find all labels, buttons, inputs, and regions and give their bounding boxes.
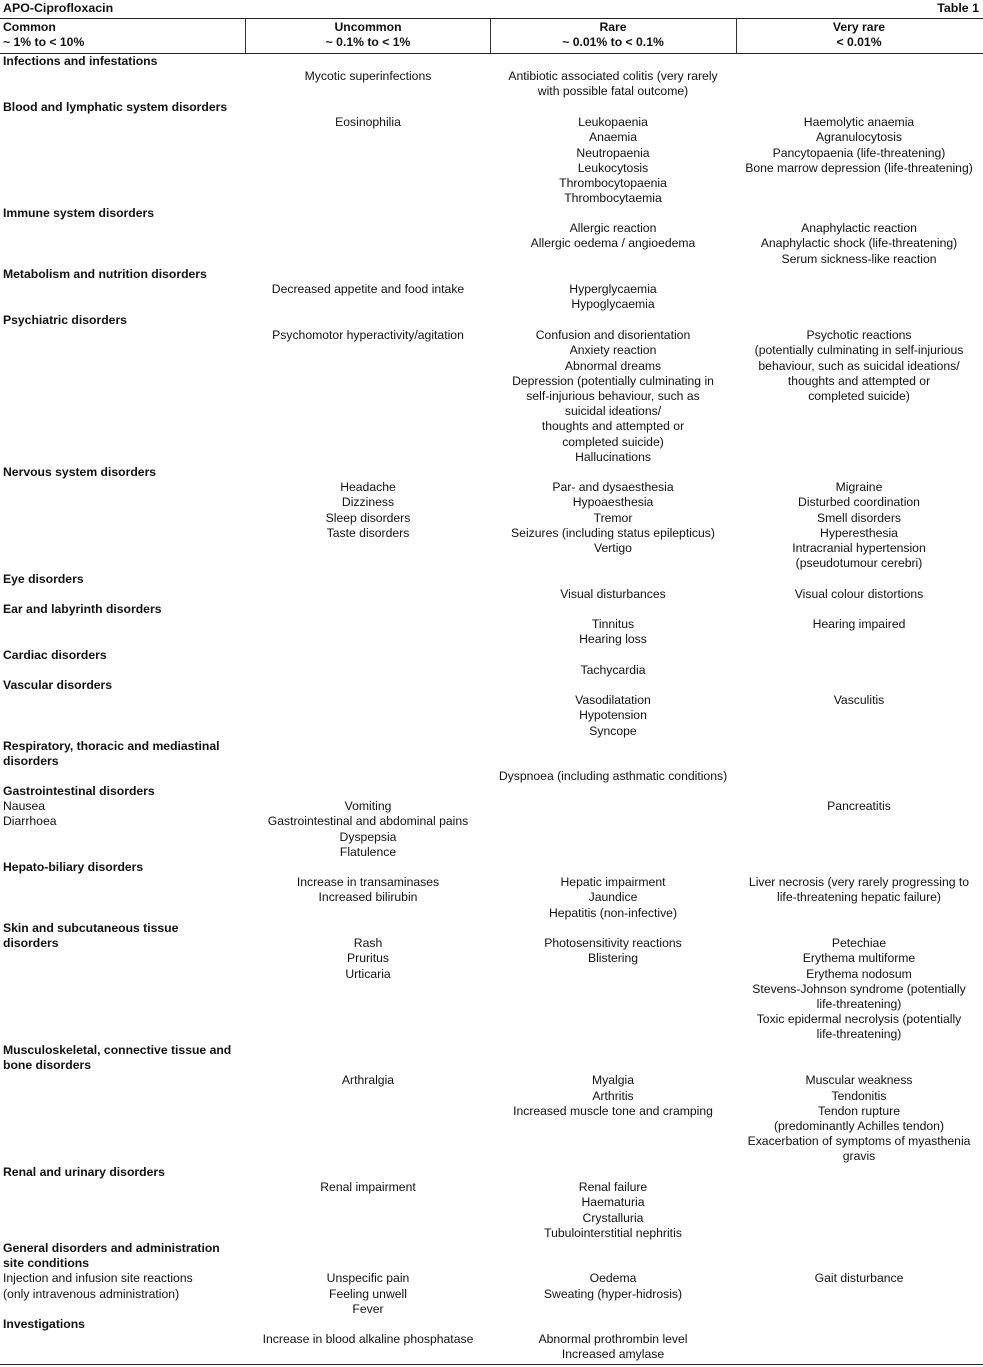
section-title — [3, 602, 233, 617]
effect-entry: Eosinophilia — [335, 115, 401, 130]
rare-cell — [491, 282, 735, 312]
section-title — [3, 860, 233, 875]
uncommon-cell — [246, 1271, 490, 1317]
effect-entry: Decreased appetite and food intake — [271, 282, 465, 297]
effect-entry: Arthralgia — [341, 1073, 395, 1088]
effect-entry: Increased muscle tone and cramping — [513, 1103, 713, 1118]
effect-entry: thoughts and attempted or — [541, 419, 685, 434]
effect-entry: Mycotic superinfections — [304, 69, 432, 84]
common-cell — [3, 799, 243, 829]
uncommon-cell — [246, 282, 490, 297]
effect-entry: Abnormal dreams — [564, 358, 662, 373]
column-range: < 0.01% — [836, 35, 882, 50]
effect-entry: Crystalluria — [582, 1210, 644, 1225]
effect-entry: (pseudotumour cerebri) — [795, 556, 923, 571]
section-title — [3, 739, 233, 769]
rare-cell — [491, 115, 735, 206]
effect-entry: Thrombocytaemia — [564, 191, 662, 206]
column-range: ~ 1% to < 10% — [3, 35, 85, 50]
effect-entry: Vomiting — [344, 799, 392, 814]
effect-entry: Tendonitis — [831, 1088, 887, 1103]
effect-entry: (predominantly Achilles tendon) — [773, 1119, 945, 1133]
effect-entry: Tubulointerstitial nephritis — [544, 1225, 682, 1240]
effect-entry: Tinnitus — [591, 617, 635, 632]
effect-entry: completed suicide) — [808, 389, 910, 403]
uncommon-cell — [246, 875, 490, 905]
effect-entry: Unspecific pain — [326, 1271, 410, 1286]
section-title — [3, 572, 233, 587]
section-title-line: Ear and labyrinth disorders — [3, 602, 162, 616]
effect-entry: Liver necrosis (very rarely progressing to — [748, 875, 970, 890]
effect-entry: behaviour, such as suicidal ideations/ — [758, 358, 960, 373]
column-name: Rare — [599, 20, 627, 34]
effect-entry: Headache — [340, 480, 396, 495]
section-title-line: Cardiac disorders — [3, 648, 107, 662]
effect-entry: with possible fatal outcome) — [537, 84, 689, 99]
rare-cell — [491, 1180, 735, 1241]
effect-entry: life-threatening) — [816, 1027, 902, 1042]
effect-entry: Neutropaenia — [576, 145, 650, 160]
effect-entry: Tachycardia — [580, 663, 646, 678]
section-title-line: Musculoskeletal, connective tissue and — [3, 1043, 232, 1057]
uncommon-cell — [246, 1180, 490, 1195]
rare-cell — [491, 1271, 735, 1301]
effect-entry: Leukopaenia — [578, 115, 648, 130]
effect-entry: Exacerbation of symptoms of myasthenia — [747, 1134, 971, 1149]
effect-entry: Anxiety reaction — [569, 343, 657, 358]
section-title — [3, 1043, 233, 1073]
uncommon-cell — [246, 480, 490, 541]
rare-cell — [491, 617, 735, 647]
very-rare-cell — [737, 875, 981, 905]
effect-entry: Dizziness — [341, 495, 395, 510]
section-title-line: Skin and subcutaneous tissue disorders — [3, 921, 179, 951]
rare-cell — [491, 693, 735, 739]
section-title — [3, 465, 233, 480]
effect-entry: Visual disturbances — [560, 587, 666, 602]
effect-entry: Arthritis — [592, 1088, 634, 1103]
effect-entry: Syncope — [589, 723, 637, 738]
effect-entry: Intracranial hypertension — [792, 541, 926, 555]
column-header-rare — [491, 20, 735, 50]
effect-entry: Increase in blood alkaline phosphatase — [262, 1332, 474, 1347]
section-title-line: Hepato-biliary disorders — [3, 860, 144, 874]
section-title-line: Respiratory, thoracic and mediastinal — [3, 739, 220, 753]
effect-entry: Sleep disorders — [325, 510, 411, 525]
effect-entry: Migraine — [835, 480, 883, 495]
effect-entry: Psychomotor hyperactivity/agitation — [272, 328, 464, 343]
effect-entry: Seizures (including status epilepticus) — [511, 525, 715, 540]
column-header-common — [3, 20, 243, 50]
effect-entry: Vertigo — [594, 541, 632, 555]
effect-entry: Allergic reaction — [569, 221, 657, 236]
uncommon-cell — [246, 1332, 490, 1347]
effect-entry: Sweating (hyper-hidrosis) — [543, 1286, 683, 1301]
effect-entry: Thrombocytopaenia — [559, 176, 667, 190]
section-title-line: Blood and lymphatic system disorders — [3, 100, 228, 114]
effect-entry: Gait disturbance — [814, 1271, 904, 1286]
effect-entry: Hearing impaired — [812, 617, 906, 632]
uncommon-cell — [246, 69, 490, 84]
very-rare-cell — [737, 115, 981, 176]
rare-cell — [491, 769, 735, 784]
effect-entry: Injection and infusion site reactions — [3, 1271, 193, 1286]
effect-entry: Feeling unwell — [329, 1286, 407, 1301]
rare-cell — [491, 1073, 735, 1119]
uncommon-cell — [246, 799, 490, 860]
rare-cell — [491, 936, 735, 966]
effect-entry: Hyperglycaemia — [569, 282, 657, 297]
effect-entry: Diarrhoea — [3, 814, 57, 829]
effect-entry: Toxic epidermal necrolysis (potentially — [756, 1012, 962, 1027]
section-title — [3, 1317, 233, 1332]
effect-entry: Leukocytosis — [577, 160, 649, 175]
section-title-line: Immune system disorders — [3, 206, 155, 220]
rare-cell — [491, 328, 735, 465]
section-title — [3, 784, 233, 799]
effect-entry: Rash — [353, 936, 383, 951]
common-cell — [3, 1271, 243, 1301]
section-title — [3, 1165, 233, 1180]
effect-entry: Visual colour distortions — [794, 587, 924, 602]
effect-entry: Hallucinations — [575, 449, 651, 464]
very-rare-cell — [737, 693, 981, 708]
effect-entry: Tremor — [593, 510, 633, 525]
uncommon-cell — [246, 1073, 490, 1088]
effect-entry: Hypoaesthesia — [572, 495, 654, 510]
effect-entry: Increase in transaminases — [296, 875, 440, 890]
rare-cell — [491, 221, 735, 251]
column-header-very-rare — [737, 20, 981, 50]
rare-cell — [491, 69, 735, 99]
effect-entry: Renal failure — [578, 1180, 648, 1195]
rare-cell — [491, 587, 735, 602]
section-title-line: Gastrointestinal disorders — [3, 784, 155, 798]
table-bottom-rule — [0, 1364, 983, 1365]
very-rare-cell — [737, 328, 981, 404]
column-range: ~ 0.01% to < 0.1% — [562, 35, 664, 50]
rare-cell — [491, 663, 735, 678]
rare-cell — [491, 480, 735, 556]
section-title-line: Vascular disorders — [3, 678, 113, 692]
effect-entry: Haematuria — [581, 1195, 645, 1210]
rare-cell — [491, 1332, 735, 1362]
section-title-line: General disorders and administration — [3, 1241, 220, 1255]
section-title-line: site conditions — [3, 1256, 89, 1271]
effect-entry: Flatulence — [339, 844, 397, 859]
effect-entry: Increased amylase — [561, 1347, 665, 1362]
effect-entry: Hepatic impairment — [560, 875, 666, 890]
effect-entry: completed suicide) — [562, 434, 664, 449]
effect-entry: Increased bilirubin — [318, 890, 418, 905]
table-top-rule — [0, 18, 983, 19]
column-name: Very rare — [832, 20, 886, 34]
effect-entry: Gastrointestinal and abdominal pains — [267, 814, 469, 829]
very-rare-cell — [737, 1271, 981, 1286]
column-header-uncommon — [246, 20, 490, 50]
effect-entry: Nausea — [3, 799, 46, 814]
section-title-line: Psychiatric disorders — [3, 313, 127, 327]
effect-entry: Tendon rupture — [818, 1103, 900, 1118]
effect-entry: Hypoglycaemia — [571, 297, 655, 312]
section-title — [3, 678, 233, 693]
section-title-line: bone disorders — [3, 1058, 92, 1073]
effect-entry: Psychotic reactions — [806, 328, 912, 343]
section-title — [3, 313, 233, 328]
section-title — [3, 267, 233, 282]
effect-entry: Depression (potentially culminating in — [512, 373, 714, 388]
effect-entry: Hypotension — [579, 708, 647, 723]
effect-entry: Renal impairment — [320, 1180, 416, 1195]
effect-entry: Stevens-Johnson syndrome (potentially — [752, 981, 966, 996]
effect-entry: thoughts and attempted or — [787, 373, 931, 388]
effect-entry: Serum sickness-like reaction — [781, 251, 937, 266]
effect-entry: Fever — [352, 1301, 384, 1316]
effect-entry: (only intravenous administration) — [3, 1286, 180, 1301]
effect-entry: Bone marrow depression (life-threatening) — [745, 160, 973, 175]
effect-entry: Taste disorders — [326, 525, 410, 540]
effect-entry: Erythema multiforme — [802, 951, 916, 966]
effect-entry: suicidal ideations/ — [564, 404, 662, 419]
effect-entry: Hearing loss — [579, 632, 647, 647]
section-title — [3, 1241, 233, 1271]
effect-entry: Myalgia — [592, 1073, 634, 1088]
section-title — [3, 206, 233, 221]
effect-entry: life-threatening hepatic failure) — [777, 890, 941, 905]
rare-cell — [491, 875, 735, 921]
effect-entry: Petechiae — [831, 936, 887, 951]
very-rare-cell — [737, 936, 981, 1042]
section-title-line: Nervous system disorders — [3, 465, 157, 479]
effect-entry: Dyspnoea (including asthmatic conditions) — [498, 769, 728, 784]
section-title-line: disorders — [3, 754, 59, 769]
section-title-line: Investigations — [3, 1317, 85, 1331]
column-name: Uncommon — [334, 20, 402, 34]
effect-entry: Muscular weakness — [805, 1073, 913, 1088]
effect-entry: Anaemia — [588, 130, 638, 145]
uncommon-cell — [246, 115, 490, 130]
very-rare-cell — [737, 1073, 981, 1164]
effect-entry: Agranulocytosis — [815, 130, 903, 145]
effect-entry: life-threatening) — [816, 997, 902, 1011]
section-title — [3, 100, 233, 115]
effect-entry: Par- and dysaesthesia — [552, 480, 674, 495]
very-rare-cell — [737, 799, 981, 814]
uncommon-cell — [246, 936, 490, 982]
effect-entry: Smell disorders — [817, 510, 901, 525]
very-rare-cell — [737, 480, 981, 571]
effect-entry: self-injurious behaviour, such as — [526, 389, 700, 403]
effect-entry: Allergic oedema / angioedema — [530, 236, 696, 251]
effect-entry: Anaphylactic shock (life-threatening) — [760, 236, 958, 251]
effect-entry: Pancreatitis — [827, 799, 891, 814]
effect-entry: Disturbed coordination — [798, 495, 920, 510]
section-title-line: Metabolism and nutrition disorders — [3, 267, 207, 281]
section-title — [3, 54, 233, 69]
document-header — [3, 1, 979, 17]
section-title-line: Eye disorders — [3, 572, 84, 586]
effect-entry: Pruritus — [347, 951, 389, 966]
very-rare-cell — [737, 617, 981, 632]
effect-entry: Confusion and disorientation — [535, 328, 691, 343]
effect-entry: Hepatitis (non-infective) — [548, 905, 678, 920]
table-label: Table 1 — [937, 1, 979, 15]
effect-entry: Pancytopaenia (life-threatening) — [772, 145, 946, 160]
effect-entry: gravis — [842, 1149, 876, 1164]
effect-entry: Dyspepsia — [339, 829, 397, 844]
effect-entry: Hyperesthesia — [820, 525, 898, 540]
very-rare-cell — [737, 587, 981, 602]
effect-entry: Oedema — [589, 1271, 637, 1286]
effect-entry: (potentially culminating in self-injurious — [754, 343, 964, 358]
effect-entry: Abnormal prothrombin level — [538, 1332, 688, 1347]
effect-entry: Jaundice — [588, 890, 638, 905]
column-name: Common — [3, 20, 56, 34]
effect-entry: Photosensitivity reactions — [544, 936, 682, 951]
effect-entry: Vasculitis — [833, 693, 885, 708]
effect-entry: Vasodilatation — [575, 693, 651, 708]
very-rare-cell — [737, 221, 981, 267]
effect-entry: Urticaria — [345, 966, 391, 981]
effect-entry: Blistering — [587, 951, 639, 966]
column-range: ~ 0.1% to < 1% — [325, 35, 411, 50]
section-title-line: Infections and infestations — [3, 54, 158, 68]
effect-entry: Anaphylactic reaction — [801, 221, 917, 236]
section-title-line: Renal and urinary disorders — [3, 1165, 165, 1179]
effect-entry: Antibiotic associated colitis (very rarely — [508, 69, 718, 84]
uncommon-cell — [246, 328, 490, 343]
document-title: APO-Ciprofloxacin — [3, 1, 114, 15]
section-title — [3, 648, 233, 663]
section-title — [3, 921, 233, 951]
effect-entry: Erythema nodosum — [806, 966, 912, 981]
effect-entry: Haemolytic anaemia — [803, 115, 915, 130]
